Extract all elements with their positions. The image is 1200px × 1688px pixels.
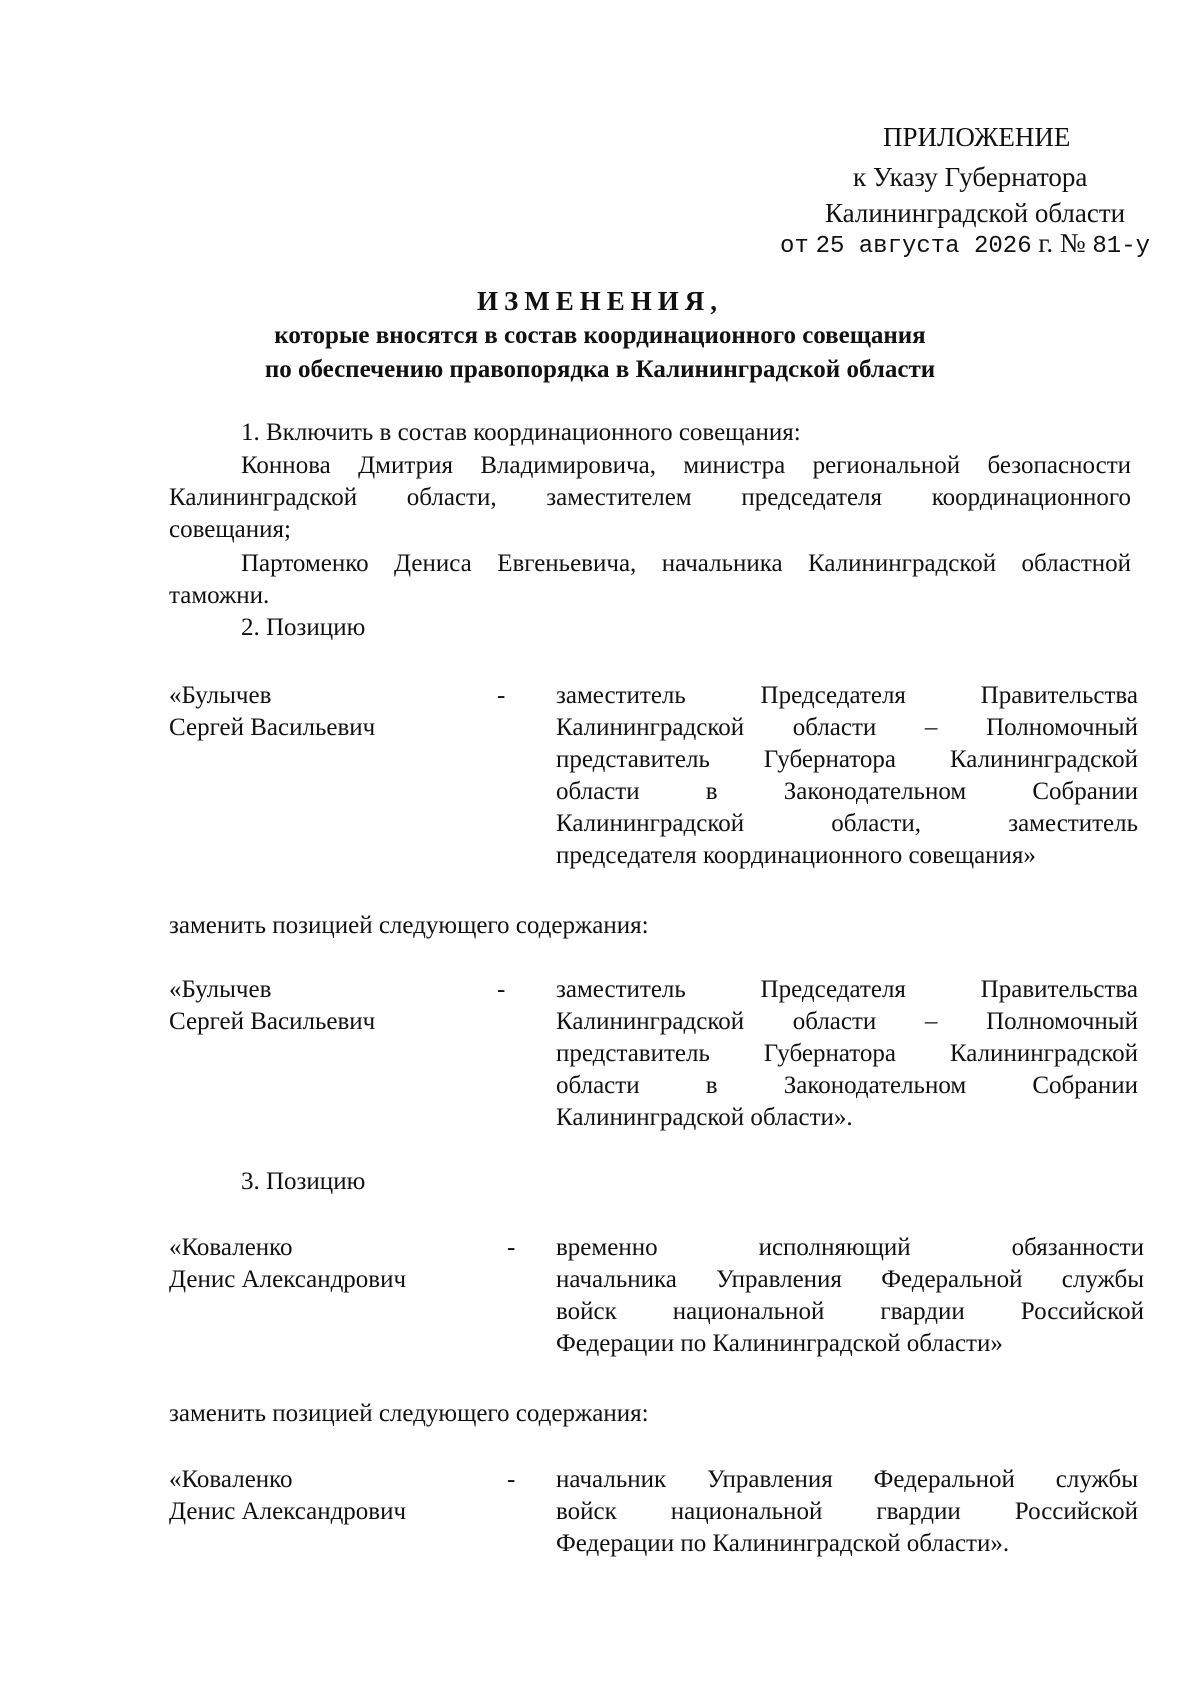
item3-intro: 3. Позицию [241, 1168, 366, 1195]
item1-intro: 1. Включить в состав координационного совещания: [241, 419, 801, 446]
appendix-date-line [780, 226, 1150, 264]
item3-new-person-name [169, 1464, 406, 1528]
item1-paragraph-2 [169, 548, 1131, 612]
item1-p2-line1: Партоменко Дениса Евгеньевича, начальника Калининградской областной [241, 550, 1131, 577]
item3-new-desc-line3: Федерации по Калининградской области». [556, 1530, 1010, 1557]
item2-old-given-names: Сергей Васильевич [169, 714, 376, 741]
item2-new-person-name [169, 974, 375, 1038]
item3-old-desc-line3: войск национальной гвардии Российской [556, 1298, 1144, 1325]
item3-old-given-names: Денис Александрович [169, 1266, 407, 1293]
item3-old-desc-line1: временно исполняющий обязанности [556, 1234, 1144, 1261]
item2-old-desc-line2: Калининградской области – Полномочный [556, 714, 1138, 741]
document-subtitle-1: которые вносятся в состав координационного совещания [274, 322, 926, 349]
item2-old-desc-line6: председателя координационного совещания» [556, 842, 1036, 869]
item2-new-description [556, 974, 1138, 1134]
item1-p2-line2: таможни. [169, 582, 270, 609]
item2-new-surname: «Булычев [169, 976, 272, 1003]
item1-p1-line1: Коннова Дмитрия Владимировича, министра региональной безопасности [241, 452, 1131, 479]
item3-old-surname: «Коваленко [169, 1234, 293, 1261]
item2-intro: 2. Позицию [241, 614, 366, 641]
item3-new-description [556, 1464, 1138, 1560]
item2-old-desc-line1: заместитель Председателя Правительства [556, 682, 1138, 709]
document-subtitle-2: по обеспечению правопорядка в Калининградской области [264, 356, 936, 383]
item2-old-desc-line3: представитель Губернатора Калининградской [556, 746, 1138, 773]
item2-old-surname: «Булычев [169, 682, 272, 709]
item2-new-desc-line4: области в Законодательном Собрании [556, 1072, 1138, 1099]
date-suffix: г. № [1038, 228, 1086, 258]
item1-p1-line3: совещания; [169, 516, 291, 543]
item2-old-dash: - [497, 682, 506, 709]
item3-old-person-name [169, 1232, 406, 1296]
item3-replace-text: заменить позицией следующего содержания: [169, 1400, 649, 1427]
date-prefix: от [780, 233, 809, 260]
appendix-decree-ref: к Указу Губернатора [853, 162, 1088, 192]
item2-new-desc-line1: заместитель Председателя Правительства [556, 976, 1138, 1003]
item2-old-desc-line5: Калининградской области, заместитель [556, 810, 1138, 837]
item2-old-person-name [169, 680, 375, 744]
item2-new-given-names: Сергей Васильевич [169, 1008, 376, 1035]
item1-paragraph-1 [169, 450, 1131, 546]
item2-old-desc-line4: области в Законодательном Собрании [556, 778, 1138, 805]
item1-p1-line2: Калининградской области, заместителем председателя координационного [169, 484, 1131, 511]
date-filled: 25 августа 2026 [815, 233, 1032, 260]
item3-old-dash: - [507, 1234, 516, 1261]
appendix-heading: ПРИЛОЖЕНИЕ [883, 122, 1071, 152]
item3-old-desc-line4: Федерации по Калининградской области» [556, 1330, 1003, 1357]
item2-new-dash: - [497, 976, 506, 1003]
item3-new-desc-line2: войск национальной гвардии Российской [556, 1498, 1138, 1525]
item2-new-desc-line2: Калининградской области – Полномочный [556, 1008, 1138, 1035]
item3-new-desc-line1: начальник Управления Федеральной службы [556, 1466, 1138, 1493]
item3-new-given-names: Денис Александрович [169, 1498, 407, 1525]
item2-new-desc-line3: представитель Губернатора Калининградской [556, 1040, 1138, 1067]
item3-old-desc-line2: начальника Управления Федеральной службы [556, 1266, 1144, 1293]
document-title: ИЗМЕНЕНИЯ, [476, 286, 723, 316]
appendix-region: Калининградской области [825, 198, 1126, 228]
decree-number: 81-у [1092, 233, 1151, 260]
item2-replace-text: заменить позицией следующего содержания: [169, 912, 649, 939]
item3-old-description [556, 1232, 1144, 1360]
item3-new-dash: - [507, 1466, 516, 1493]
item2-new-desc-line5: Калининградской области». [556, 1104, 853, 1131]
item2-old-description [556, 680, 1138, 872]
item3-new-surname: «Коваленко [169, 1466, 293, 1493]
